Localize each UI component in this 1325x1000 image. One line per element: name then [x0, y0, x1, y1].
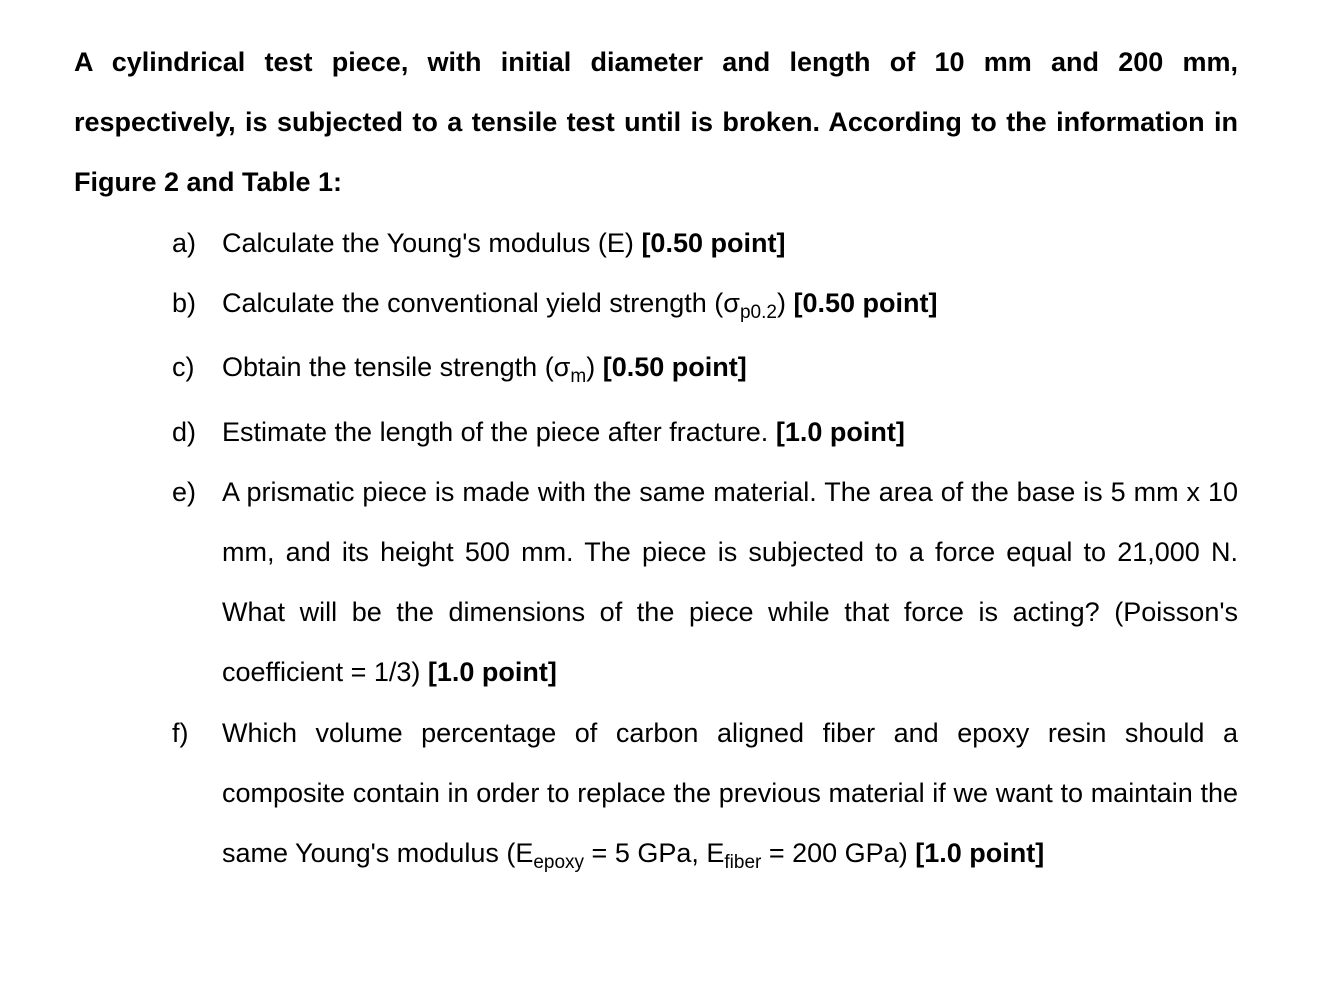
subscript-fiber: fiber	[724, 852, 762, 874]
question-text: Obtain the tensile strength (σ	[222, 352, 571, 383]
question-letter: a)	[172, 228, 197, 258]
question-text: Calculate the Young's modulus (E)	[222, 228, 634, 258]
question-b	[172, 273, 1238, 337]
question-a	[172, 213, 1238, 273]
question-points: [1.0 point]	[915, 838, 1045, 869]
question-text-end: )	[586, 352, 596, 383]
question-letter: e)	[172, 476, 197, 507]
question-text-end: = 200 GPa)	[761, 838, 908, 869]
question-e	[172, 462, 1238, 703]
question-letter: c)	[172, 352, 195, 383]
question-text-end: )	[776, 288, 786, 319]
question-text: Calculate the conventional yield strength (σ	[222, 288, 740, 319]
question-c	[172, 337, 1238, 401]
question-points: [0.50 point]	[602, 352, 747, 383]
problem-intro: A cylindrical test piece, with initial diameter and length of 10 mm and 200 mm, respectively, is subjected to a tensile test until is broken. According to the information in Figure 2 and Table 1:	[74, 47, 1238, 197]
subscript-text: m	[570, 366, 587, 388]
question-points: [1.0 point]	[427, 657, 557, 688]
question-points: [1.0 point]	[775, 416, 905, 447]
question-text: Estimate the length of the piece after fracture.	[222, 416, 769, 447]
question-text-middle: = 5 GPa, E	[584, 838, 725, 869]
question-f	[172, 703, 1238, 888]
question-text: A prismatic piece is made with the same material. The area of the base is 5 mm x 10 mm, and its height 500 mm. The piece is subjected to a force equal to 21,000 N. What will be the dimensions of the piece while that force is acting? (Poisson's coefficient = 1/3)	[222, 476, 1238, 688]
question-points: [0.50 point]	[641, 228, 786, 258]
question-letter: d)	[172, 416, 197, 447]
question-points: [0.50 point]	[793, 288, 938, 319]
subscript-epoxy: epoxy	[533, 852, 585, 874]
question-list	[172, 213, 1238, 887]
question-d	[172, 402, 1238, 462]
question-letter: f)	[172, 717, 189, 748]
question-letter: b)	[172, 288, 197, 319]
question-text: Which volume percentage of carbon aligned fiber and epoxy resin should a composite contain in order to replace the previous material if we want to maintain the same Young's modulus (E	[222, 717, 1238, 869]
subscript-text: p0.2	[739, 302, 777, 324]
